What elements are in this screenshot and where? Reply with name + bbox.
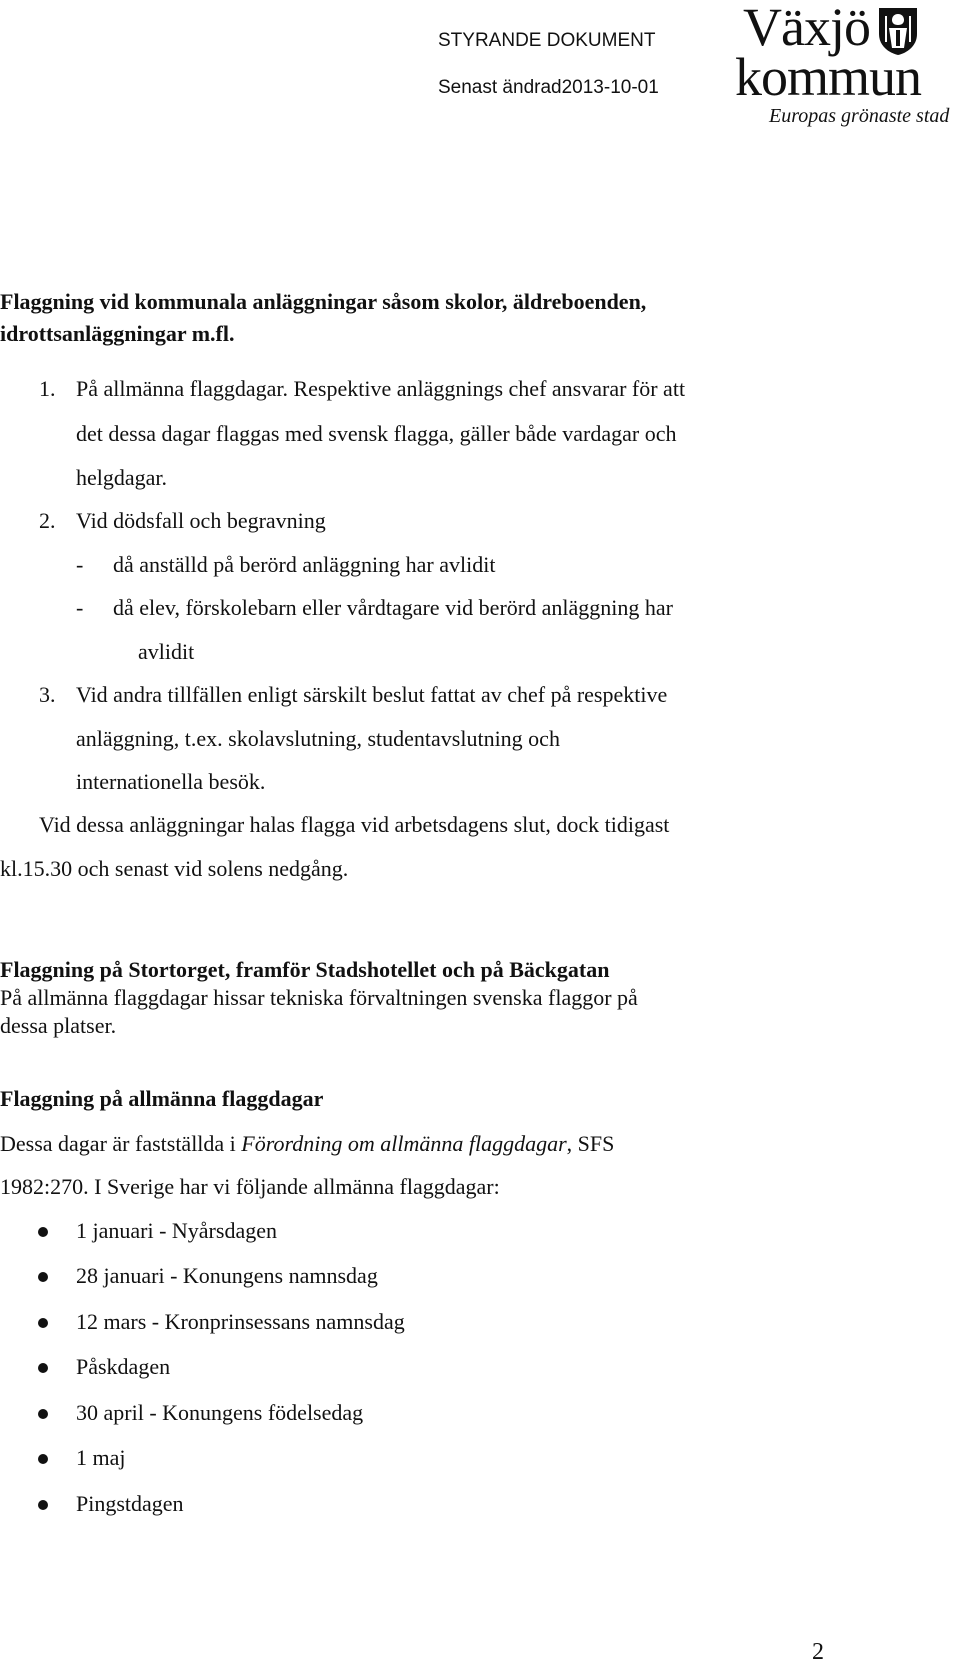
sub-item-2-line1: då elev, förskolebarn eller vårdtagare vid berörd anläggning har bbox=[113, 595, 673, 620]
flag-day-item: Påskdagen bbox=[76, 1354, 171, 1379]
list-number-1: 1. bbox=[39, 376, 56, 401]
logo-word-vaxjo: Växjö bbox=[743, 0, 870, 57]
logo-word-kommun: kommun bbox=[735, 47, 922, 107]
list-item-3-line1: Vid andra tillfällen enligt särskilt beslut fattat av chef på respektive bbox=[76, 682, 668, 707]
section1-heading-line1: Flaggning vid kommunala anläggningar såsom skolor, äldreboenden, bbox=[0, 289, 647, 314]
closing-line2: kl.15.30 och senast vid solens nedgång. bbox=[0, 856, 349, 881]
vaxjo-kommun-logo bbox=[735, 2, 957, 130]
section3-heading: Flaggning på allmänna flaggdagar bbox=[0, 1086, 324, 1111]
flag-day-item: 1 maj bbox=[76, 1445, 126, 1470]
flag-day-item: 1 januari - Nyårsdagen bbox=[76, 1218, 277, 1243]
bullet-icon bbox=[38, 1454, 48, 1464]
section3-intro-line2: 1982:270. I Sverige har vi följande allmänna flaggdagar: bbox=[0, 1174, 500, 1199]
section2-text-line2: dessa platser. bbox=[0, 1013, 117, 1038]
list-item-2-line1: Vid dödsfall och begravning bbox=[76, 508, 326, 533]
flag-day-item: 30 april - Konungens födelsedag bbox=[76, 1400, 364, 1425]
sub-item-1-line1: då anställd på berörd anläggning har avlidit bbox=[113, 552, 496, 577]
last-modified: Senast ändrad2013-10-01 bbox=[438, 77, 659, 98]
bullet-icon bbox=[38, 1318, 48, 1328]
bullet-icon bbox=[38, 1409, 48, 1419]
list-item-1-line3: helgdagar. bbox=[76, 465, 168, 490]
bullet-icon bbox=[38, 1227, 48, 1237]
list-item-1-line1: På allmänna flaggdagar. Respektive anläggnings chef ansvarar för att bbox=[76, 376, 686, 401]
bullet-icon bbox=[38, 1363, 48, 1373]
intro-sfs: , SFS bbox=[566, 1131, 615, 1156]
page-number: 2 bbox=[812, 1639, 824, 1665]
sub-item-dash-2: - bbox=[76, 595, 84, 620]
flag-day-item: 12 mars - Kronprinsessans namnsdag bbox=[76, 1309, 405, 1334]
section1-heading-line2: idrottsanläggningar m.fl. bbox=[0, 321, 235, 346]
list-item-3-line3: internationella besök. bbox=[76, 769, 266, 794]
flag-day-item: Pingstdagen bbox=[76, 1491, 184, 1516]
document-type: STYRANDE DOKUMENT bbox=[438, 30, 656, 51]
bullet-icon bbox=[38, 1272, 48, 1282]
bullet-icon bbox=[38, 1500, 48, 1510]
ordinance-title: Förordning om allmänna flaggdagar bbox=[241, 1131, 567, 1156]
list-number-3: 3. bbox=[39, 682, 56, 707]
list-item-1-line2: det dessa dagar flaggas med svensk flagga, gäller både vardagar och bbox=[76, 421, 677, 446]
list-number-2: 2. bbox=[39, 508, 56, 533]
list-item-3-line2: anläggning, t.ex. skolavslutning, studentavslutning och bbox=[76, 726, 560, 751]
section2-text-line1: På allmänna flaggdagar hissar tekniska förvaltningen svenska flaggor på bbox=[0, 985, 638, 1010]
closing-line1: Vid dessa anläggningar halas flagga vid arbetsdagens slut, dock tidigast bbox=[39, 812, 670, 837]
logo-tagline: Europas grönaste stad bbox=[769, 105, 950, 127]
section3-intro-line1 bbox=[0, 1131, 614, 1157]
flag-day-item: 28 januari - Konungens namnsdag bbox=[76, 1263, 378, 1288]
intro-text: Dessa dagar är fastställda i bbox=[0, 1131, 242, 1156]
section2-heading: Flaggning på Stortorget, framför Stadshotellet och på Bäckgatan bbox=[0, 957, 610, 982]
sub-item-dash-1: - bbox=[76, 552, 84, 577]
sub-item-2-line2: avlidit bbox=[138, 639, 195, 664]
